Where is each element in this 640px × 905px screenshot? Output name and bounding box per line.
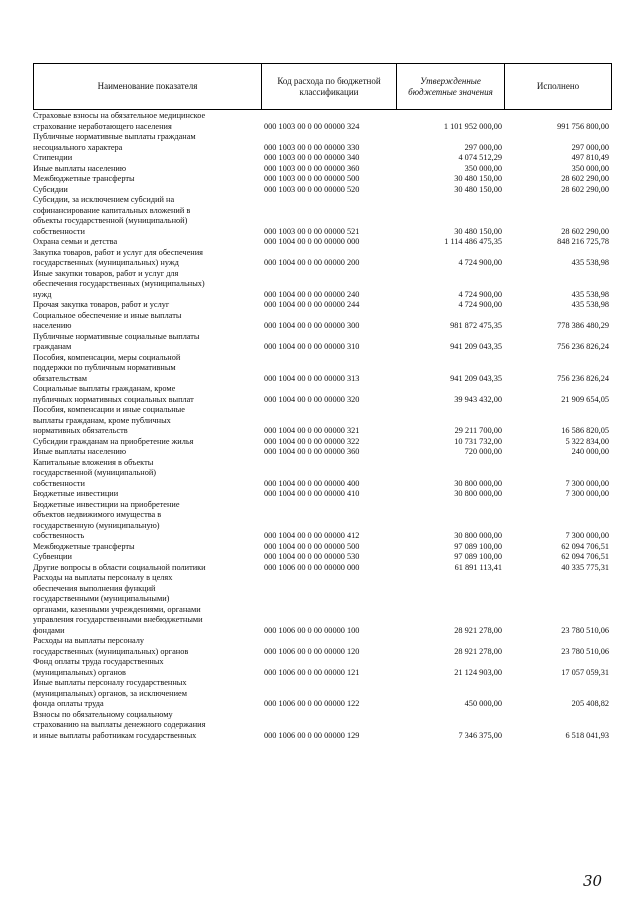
row-9-code: 000 1004 00 0 00 00000 240 [264,289,360,299]
row-6-name: объекты государственной (муниципальной) [33,216,188,225]
row-8-code: 000 1004 00 0 00 00000 200 [264,258,360,267]
row-6-name: собственности [33,226,85,236]
header-name: Наименование показателя [34,64,262,109]
row-22-executed: 62 094 706,51 [561,552,609,561]
row-13-approved: 941 209 043,35 [450,373,502,383]
row-18-code: 000 1004 00 0 00 00000 400 [264,478,360,488]
row-1-executed: 297 000,00 [571,142,609,152]
row-11-code: 000 1004 00 0 00 00000 300 [264,321,360,330]
row-6-name: софинансирование капитальных вложений в [33,205,191,215]
row-10-name: Прочая закупка товаров, работ и услуг [33,300,170,309]
row-18-executed: 7 300 000,00 [565,478,609,488]
row-26-code: 000 1006 00 0 00 00000 121 [264,667,360,677]
row-28-name: и иные выплаты работникам государственных [33,730,197,740]
row-14-executed: 21 909 654,05 [561,394,609,404]
row-14-code: 000 1004 00 0 00 00000 320 [264,394,360,404]
row-2-code: 000 1003 00 0 00 00000 340 [264,153,360,162]
row-15-executed: 16 586 820,05 [561,426,609,435]
row-21-executed: 62 094 706,51 [561,541,609,551]
row-10-executed: 435 538,98 [571,300,609,309]
row-5-name: Субсидии [33,184,68,194]
row-28-name: страхованию на выплаты денежного содержания [33,720,206,729]
row-1-name: несоциального характера [33,142,123,152]
row-18-name: Капитальные вложения в объекты [33,457,154,467]
row-25-code: 000 1006 00 0 00 00000 120 [264,646,360,656]
row-23-code: 000 1006 00 0 00 00000 000 [264,562,360,572]
row-24-name: обеспечения выполнения функций [33,583,156,593]
row-19-code: 000 1004 00 0 00 00000 410 [264,489,360,498]
row-14-name: Социальные выплаты гражданам, кроме [33,384,176,393]
row-24-name: государственными (муниципальными) [33,594,170,603]
row-26-approved: 21 124 903,00 [454,667,502,677]
header-code: Код расхода по бюджетной классификации [262,64,397,109]
row-13-code: 000 1004 00 0 00 00000 313 [264,373,360,383]
row-16-name: Субсидии гражданам на приобретение жилья [33,436,194,446]
row-22-approved: 97 089 100,00 [454,552,502,561]
row-9-name: Иные закупки товаров, работ и услуг для [33,268,179,278]
row-25-name: Расходы на выплаты персоналу [33,636,145,645]
row-4-approved: 30 480 150,00 [454,174,502,183]
row-19-approved: 30 800 000,00 [454,489,502,498]
row-6-executed: 28 602 290,00 [561,226,609,236]
row-2-approved: 4 074 512,29 [458,153,502,162]
row-23-approved: 61 891 113,41 [454,562,502,572]
row-9-approved: 4 724 900,00 [458,289,502,299]
row-11-approved: 981 872 475,35 [450,321,502,330]
row-15-approved: 29 211 700,00 [454,426,502,435]
row-3-name: Иные выплаты населению [33,163,127,173]
row-8-name: Закупка товаров, работ и услуг для обеспечения [33,247,203,257]
row-26-executed: 17 057 059,31 [561,667,609,677]
row-3-executed: 350 000,00 [571,163,609,173]
row-22-code: 000 1004 00 0 00 00000 530 [264,552,360,561]
row-27-name: Иные выплаты персоналу государственных [33,678,187,687]
row-5-approved: 30 480 150,00 [454,184,502,194]
row-19-name: Бюджетные инвестиции [33,489,119,498]
row-17-approved: 720 000,00 [464,447,502,456]
row-5-code: 000 1003 00 0 00 00000 520 [264,184,360,194]
header-executed: Исполнено [536,81,580,91]
row-4-name: Межбюджетные трансферты [33,174,135,183]
row-7-code: 000 1004 00 0 00 00000 000 [264,237,360,246]
row-24-name: фондами [33,625,65,635]
row-12-name: Публичные нормативные социальные выплаты [33,331,200,341]
row-0-name: страхование неработающего населения [33,121,172,131]
row-14-approved: 39 943 432,00 [454,394,502,404]
row-17-name: Иные выплаты населению [33,447,127,456]
row-13-name: Пособия, компенсации, меры социальной [33,352,181,362]
row-4-code: 000 1003 00 0 00 00000 500 [264,174,360,183]
row-12-executed: 756 236 826,24 [557,342,609,351]
row-28-code: 000 1006 00 0 00 00000 129 [264,730,360,740]
row-20-name: собственность [33,531,85,540]
row-28-approved: 7 346 375,00 [458,730,502,740]
row-6-name: Субсидии, за исключением субсидий на [33,195,175,204]
row-10-code: 000 1004 00 0 00 00000 244 [264,300,360,309]
row-21-approved: 97 089 100,00 [454,541,502,551]
row-22-name: Субвенции [33,552,72,561]
row-20-name: Бюджетные инвестиции на приобретение [33,499,180,509]
row-19-executed: 7 300 000,00 [565,489,609,498]
row-18-approved: 30 800 000,00 [454,478,502,488]
row-16-code: 000 1004 00 0 00 00000 322 [264,436,360,446]
row-20-name: государственную (муниципальную) [33,520,160,530]
row-2-name: Стипендии [33,153,73,162]
row-0-executed: 991 756 800,00 [557,121,609,131]
row-25-name: государственных (муниципальных) органов [33,646,189,656]
row-8-name: государственных (муниципальных) нужд [33,258,179,267]
row-10-approved: 4 724 900,00 [458,300,502,309]
row-28-executed: 6 518 041,93 [565,730,609,740]
row-13-executed: 756 236 826,24 [557,373,609,383]
row-20-code: 000 1004 00 0 00 00000 412 [264,531,360,540]
row-7-name: Охрана семьи и детства [33,237,118,246]
row-9-name: нужд [33,289,52,299]
row-18-name: собственности [33,478,85,488]
row-24-code: 000 1006 00 0 00 00000 100 [264,625,360,635]
row-9-name: обеспечения государственных (муниципальных) [33,279,205,288]
row-13-name: поддержки по публичным нормативным [33,363,176,372]
row-27-executed: 205 408,82 [571,699,609,708]
row-12-approved: 941 209 043,35 [450,342,502,351]
row-20-approved: 30 800 000,00 [454,531,502,540]
row-25-approved: 28 921 278,00 [454,646,502,656]
row-26-name: (муниципальных) органов [33,667,126,677]
row-11-executed: 778 386 480,29 [557,321,609,330]
row-1-code: 000 1003 00 0 00 00000 330 [264,142,360,152]
row-16-approved: 10 731 732,00 [454,436,502,446]
row-3-code: 000 1003 00 0 00 00000 360 [264,163,360,173]
row-7-approved: 1 114 486 475,35 [444,237,502,246]
row-24-executed: 23 780 510,06 [561,625,609,635]
row-1-name: Публичные нормативные выплаты гражданам [33,132,196,141]
row-18-name: государственной (муниципальной) [33,468,157,477]
row-21-code: 000 1004 00 0 00 00000 500 [264,541,360,551]
page-number: 30 [583,872,603,890]
row-27-code: 000 1006 00 0 00 00000 122 [264,699,360,708]
row-24-name: управления государственными внебюджетными [33,615,203,624]
row-24-name: Расходы на выплаты персоналу в целях [33,573,173,582]
row-27-approved: 450 000,00 [464,699,502,708]
row-27-name: фонда оплаты труда [33,699,104,708]
row-15-name: Пособия, компенсации и иные социальные [33,405,185,414]
header-approved: Утвержденные бюджетные значения [397,64,505,109]
row-11-name: населению [33,321,72,330]
row-15-name: выплаты гражданам, кроме публичных [33,415,171,425]
row-4-executed: 28 602 290,00 [561,174,609,183]
row-1-approved: 297 000,00 [464,142,502,152]
row-15-code: 000 1004 00 0 00 00000 321 [264,426,360,435]
row-0-name: Страховые взносы на обязательное медицинское [33,111,206,120]
row-7-executed: 848 216 725,78 [557,237,609,246]
row-0-code: 000 1003 00 0 00 00000 324 [264,121,360,131]
row-6-approved: 30 480 150,00 [454,226,502,236]
row-23-name: Другие вопросы в области социальной политики [33,562,206,572]
row-12-name: гражданам [33,342,72,351]
row-8-executed: 435 538,98 [571,258,609,267]
row-20-name: объектов недвижимого имущества в [33,510,162,519]
row-12-code: 000 1004 00 0 00 00000 310 [264,342,360,351]
row-17-code: 000 1004 00 0 00 00000 360 [264,447,360,456]
row-3-approved: 350 000,00 [464,163,502,173]
row-9-executed: 435 538,98 [571,289,609,299]
row-20-executed: 7 300 000,00 [565,531,609,540]
row-28-name: Взносы по обязательному социальному [33,709,173,719]
row-24-name: органами, казенными учреждениями, органами [33,604,201,614]
row-0-approved: 1 101 952 000,00 [443,121,502,131]
row-15-name: нормативных обязательств [33,426,128,435]
row-21-name: Межбюджетные трансферты [33,541,135,551]
row-13-name: обязательствам [33,373,88,383]
row-6-code: 000 1003 00 0 00 00000 521 [264,226,360,236]
row-25-executed: 23 780 510,06 [561,646,609,656]
row-5-executed: 28 602 290,00 [561,184,609,194]
row-8-approved: 4 724 900,00 [458,258,502,267]
row-2-executed: 497 810,49 [571,153,609,162]
row-16-executed: 5 322 834,00 [565,436,609,446]
table-header [33,63,612,110]
row-23-executed: 40 335 775,31 [561,562,609,572]
row-26-name: Фонд оплаты труда государственных [33,657,164,666]
row-27-name: (муниципальных) органов, за исключением [33,688,187,698]
row-17-executed: 240 000,00 [571,447,609,456]
row-24-approved: 28 921 278,00 [454,625,502,635]
row-11-name: Социальное обеспечение и иные выплаты [33,310,182,320]
row-14-name: публичных нормативных социальных выплат [33,394,194,404]
